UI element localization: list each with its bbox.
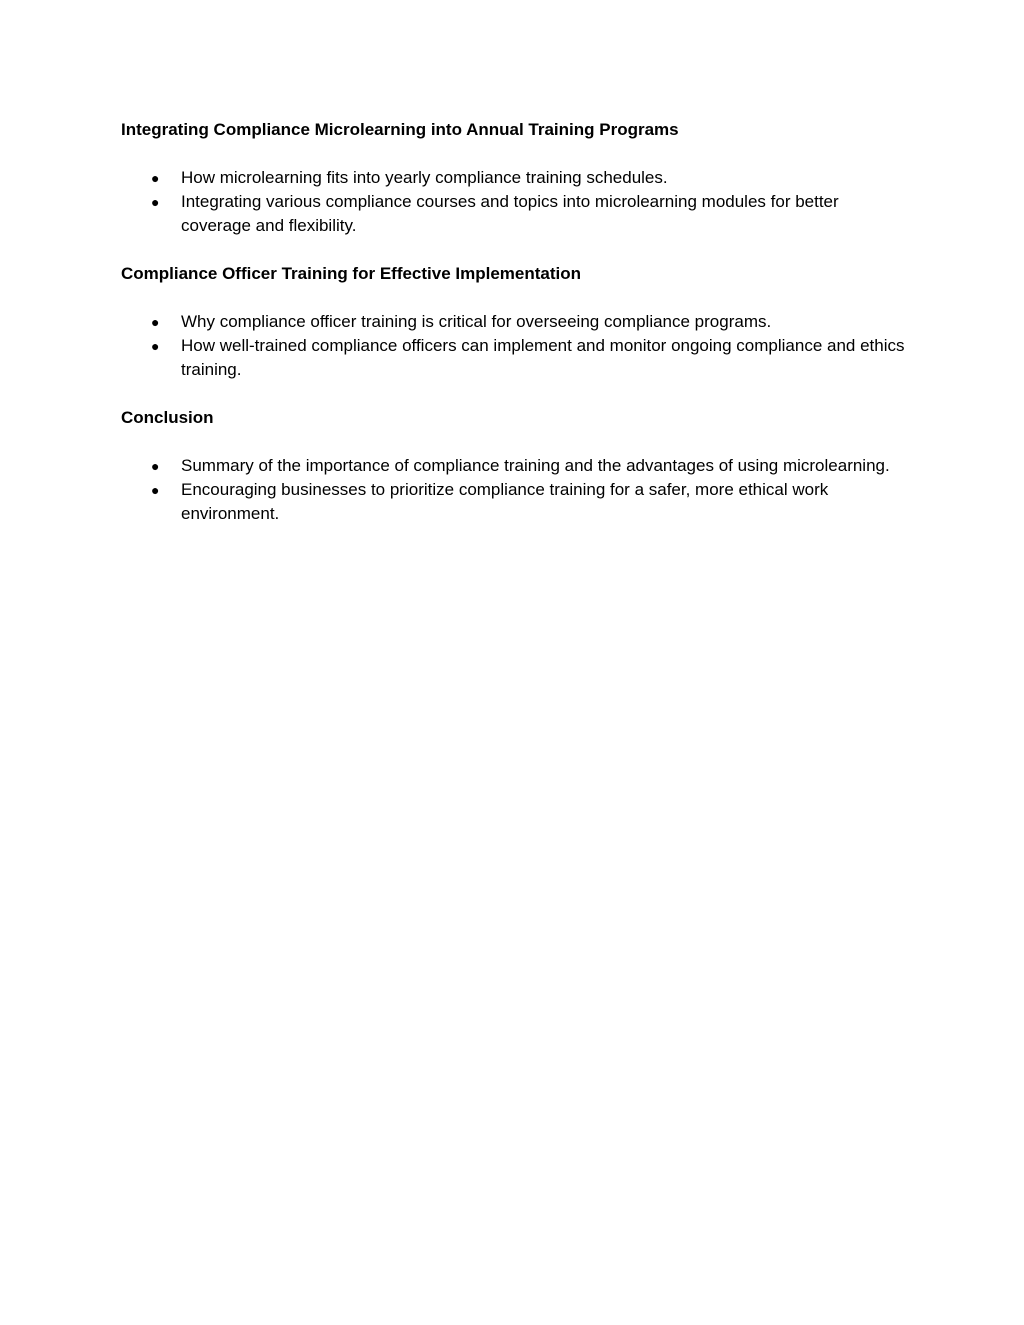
list-item [121,310,911,334]
bullet-list-officer-training [121,310,911,382]
list-item-text: How microlearning fits into yearly compliance training schedules. [181,168,668,187]
list-item [121,166,911,190]
list-item-text: Why compliance officer training is critical for overseeing compliance programs. [181,312,772,331]
bullet-list-conclusion [121,454,911,526]
section-heading-microlearning: Integrating Compliance Microlearning into Annual Training Programs [121,120,679,139]
list-item [121,190,911,238]
bullet-icon: ● [151,458,160,474]
bullet-list-microlearning [121,166,911,238]
list-item-text: Integrating various compliance courses and topics into microlearning modules for better coverage and flexibility. [181,192,839,235]
section-heading-officer-training: Compliance Officer Training for Effective Implementation [121,264,582,283]
list-item-text: Encouraging businesses to prioritize compliance training for a safer, more ethical work environment. [181,480,829,523]
list-item-text: How well-trained compliance officers can implement and monitor ongoing compliance and ethics training. [181,336,905,379]
bullet-icon: ● [151,170,160,186]
list-item [121,478,911,526]
bullet-icon: ● [151,314,160,330]
list-item [121,454,911,478]
bullet-icon: ● [151,194,160,210]
document-page [121,118,911,550]
bullet-icon: ● [151,482,160,498]
list-item [121,334,911,382]
list-item-text: Summary of the importance of compliance training and the advantages of using microlearning. [181,456,890,475]
section-heading-conclusion: Conclusion [121,408,214,427]
bullet-icon: ● [151,338,160,354]
